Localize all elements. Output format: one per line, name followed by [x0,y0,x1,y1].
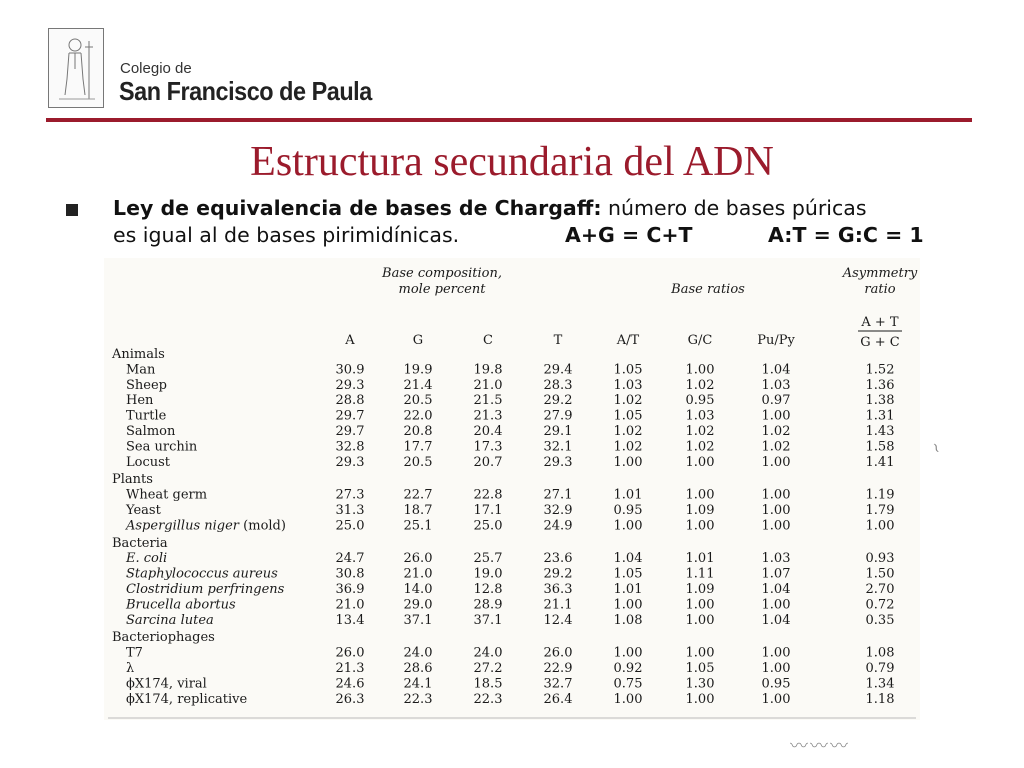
table-value: 1.00 [865,518,895,534]
table-value: 1.00 [761,597,791,613]
table-value: 26.0 [335,645,365,661]
table-value: 0.75 [613,676,643,692]
slide-title: Estructura secundaria del ADN [250,139,774,185]
table-value: 32.1 [543,439,573,455]
logo-text-line2: San Francisco de Paula [119,76,372,106]
table-value: 24.0 [403,645,433,661]
table-value: 1.02 [613,424,643,439]
table-value: 19.0 [473,566,503,582]
table-value: 20.5 [403,454,433,470]
table-value: 1.01 [613,487,643,503]
header-mole-percent: mole percent [398,282,486,297]
table-value: 21.0 [335,597,365,613]
table-value: 1.08 [865,645,895,661]
organism-name: Locust [126,454,171,470]
table-value: 25.1 [403,518,433,534]
table-value: 1.34 [865,676,895,692]
table-value: 30.8 [335,566,365,582]
column-header: C [483,333,493,348]
table-value: 37.1 [473,612,503,628]
table-value: 21.3 [473,408,503,424]
table-value: 22.3 [473,691,503,707]
table-value: 1.00 [761,661,791,676]
table-value: 1.36 [865,377,895,393]
table-value: 21.0 [403,566,433,582]
table-value: 1.03 [613,377,643,393]
table-value: 1.58 [865,439,895,455]
column-header: A/T [616,333,640,348]
table-value: 1.00 [685,518,715,534]
table-value: 0.79 [865,661,895,676]
table-value: 26.0 [543,645,573,661]
group-label: Animals [112,347,165,362]
table-value: 0.72 [865,597,895,613]
table-value: 1.05 [685,661,715,676]
table-value: 28.3 [543,377,573,393]
table-value: 13.4 [335,612,365,628]
table-value: 1.00 [685,362,715,378]
equation-purine-pyrimidine: A+G = C+T [565,223,693,247]
bullet-bold-lead: Ley de equivalencia de bases de Chargaff: [113,196,602,220]
table-value: 1.05 [613,566,643,582]
bullet-square-icon [66,204,78,216]
table-value: 1.00 [613,454,643,470]
table-value: 1.00 [613,597,643,613]
organism-name: Salmon [126,424,176,439]
table-value: 14.0 [403,582,433,597]
table-value: 1.38 [865,393,895,409]
table-value: 1.00 [613,691,643,707]
table-value: 1.03 [685,408,715,424]
table-value: 25.7 [473,551,503,567]
equation-ratios: A:T = G:C = 1 [768,223,924,247]
organism-name: ϕX174, replicative [126,691,248,707]
table-value: 25.0 [473,518,503,534]
table-value: 36.9 [335,582,365,597]
table-value: 21.4 [403,377,433,393]
table-value: 1.41 [865,454,895,470]
table-value: 29.3 [543,454,573,470]
table-value: 20.4 [473,424,503,439]
table-value: 1.00 [685,487,715,503]
table-value: 1.00 [761,454,791,470]
chargaff-data-table [104,258,920,720]
table-value: 1.79 [865,503,895,518]
table-value: 30.9 [335,362,365,378]
table-value: 1.00 [761,503,791,518]
organism-name: Sarcina lutea [126,612,214,628]
table-value: 17.7 [403,439,433,455]
header-asymmetry: Asymmetry [842,266,918,281]
table-value: 1.02 [685,424,715,439]
table-value: 22.0 [403,408,433,424]
table-value: 1.50 [865,566,895,582]
table-value: 31.3 [335,503,365,518]
table-value: 27.9 [543,408,573,424]
table-value: 1.01 [613,582,643,597]
table-value: 19.8 [473,362,503,378]
table-value: 1.00 [761,645,791,661]
table-value: 18.5 [473,676,503,692]
table-value: 32.7 [543,676,573,692]
table-value: 0.95 [613,503,643,518]
table-value: 26.3 [335,691,365,707]
table-value: 29.0 [403,597,433,613]
table-value: 1.09 [685,503,715,518]
table-value: 1.00 [685,597,715,613]
bullet-paragraph [113,195,993,249]
table-value: 1.05 [613,408,643,424]
table-value: 24.7 [335,551,365,567]
table-value: 0.92 [613,661,643,676]
table-value: 29.2 [543,566,573,582]
table-value: 0.93 [865,551,895,567]
table-value: 1.02 [613,393,643,409]
table-value: 21.3 [335,661,365,676]
table-value: 29.7 [335,424,365,439]
table-value: 1.19 [865,487,895,503]
table-value: 32.8 [335,439,365,455]
bullet-text-line2: es igual al de bases pirimidínicas. [113,223,460,247]
logo-text-line1: Colegio de [120,60,192,77]
organism-name: Clostridium perfringens [126,582,285,597]
organism-name: Sheep [126,377,167,393]
table-value: 26.0 [403,551,433,567]
bullet-text-line1: número de bases púricas [601,196,867,220]
saint-figure-icon [49,29,105,109]
table-value: 37.1 [403,612,433,628]
table-value: 28.9 [473,597,503,613]
table-value: 19.9 [403,362,433,378]
table-value: 17.3 [473,439,503,455]
table-value: 1.00 [761,408,791,424]
table-value: 24.0 [473,645,503,661]
table-value: 32.9 [543,503,573,518]
organism-name: Aspergillus niger (mold) [126,518,286,534]
table-value: 28.8 [335,393,365,409]
table-value: 22.7 [403,487,433,503]
table-value: 27.2 [473,661,503,676]
table-value: 20.7 [473,454,503,470]
column-header: G [412,333,424,348]
table-value: 1.04 [761,612,791,628]
table-value: 27.3 [335,487,365,503]
table-value: 1.00 [685,612,715,628]
table-value: 25.0 [335,518,365,534]
organism-name: Yeast [126,503,161,518]
table-value: 24.9 [543,518,573,534]
organism-name: Turtle [126,408,167,424]
column-header: T [553,333,563,348]
table-value: 23.6 [543,551,573,567]
organism-name: Man [126,362,156,378]
table-value: 1.00 [761,518,791,534]
table-value: 29.3 [335,377,365,393]
table-value: 1.02 [685,377,715,393]
table-value: 0.35 [865,612,895,628]
column-header: Pu/Py [757,333,795,348]
table-value: 1.18 [865,691,895,707]
table-value: 1.00 [613,518,643,534]
table-value: 12.4 [543,612,573,628]
table-value: 21.5 [473,393,503,409]
table-value: 2.70 [865,582,895,597]
organism-name: Sea urchin [126,439,198,455]
table-value: 1.00 [685,645,715,661]
group-label: Bacteria [112,535,168,551]
column-header: A [345,333,355,348]
table-value: 1.30 [685,676,715,692]
school-logo [48,28,104,108]
table-value: 1.11 [685,566,715,582]
group-label: Plants [112,472,153,488]
table-value: 24.1 [403,676,433,692]
header-base-ratios: Base ratios [671,282,745,297]
table-value: 22.9 [543,661,573,676]
organism-name: Staphylococcus aureus [126,566,278,582]
table-value: 1.07 [761,566,791,582]
organism-name: ϕX174, viral [126,676,207,692]
table-value: 1.00 [761,691,791,707]
table-value: 1.52 [865,362,895,378]
organism-name: λ [126,661,135,676]
table-value: 26.4 [543,691,573,707]
table-value: 1.00 [685,691,715,707]
table-value: 36.3 [543,582,573,597]
asymmetry-formula-numerator: A + T [861,315,899,330]
column-header: G/C [687,333,713,348]
table-value: 1.02 [761,424,791,439]
table-value: 1.08 [613,612,643,628]
scribble-decoration: ~ [926,439,946,457]
table-value: 24.6 [335,676,365,692]
table-value: 0.97 [761,393,791,409]
header-ratio: ratio [864,282,896,297]
table-value: 1.04 [761,582,791,597]
organism-name: T7 [126,645,143,661]
organism-name: Brucella abortus [126,597,236,613]
table-value: 22.3 [403,691,433,707]
table-value: 1.04 [613,551,643,567]
table-value: 1.04 [761,362,791,378]
header-divider [46,118,972,122]
table-value: 1.01 [685,551,715,567]
table-value: 20.5 [403,393,433,409]
table-value: 1.02 [685,439,715,455]
table-value: 29.7 [335,408,365,424]
header-base-composition: Base composition, [382,266,502,281]
table-value: 22.8 [473,487,503,503]
table-value: 29.1 [543,424,573,439]
scribble-decoration-bottom: 〰〰〰 [790,736,850,757]
organism-name: Wheat germ [126,487,208,503]
table-value: 1.02 [761,439,791,455]
table-value: 0.95 [685,393,715,409]
table-value: 1.00 [685,454,715,470]
table-value: 1.09 [685,582,715,597]
organism-name: Hen [126,393,154,409]
table-value: 29.2 [543,393,573,409]
table-value: 27.1 [543,487,573,503]
table-value: 12.8 [473,582,503,597]
group-label: Bacteriophages [112,630,215,646]
table-value: 29.4 [543,362,573,378]
asymmetry-formula-denominator: G + C [860,335,900,350]
table-value: 18.7 [403,503,433,518]
table-value: 1.00 [613,645,643,661]
organism-name: E. coli [126,551,168,567]
table-value: 1.02 [613,439,643,455]
table-value: 20.8 [403,424,433,439]
table-value: 21.0 [473,377,503,393]
table-value: 1.03 [761,551,791,567]
table-value: 1.31 [865,408,895,424]
table-svg [104,258,920,720]
table-value: 0.95 [761,676,791,692]
table-value: 1.05 [613,362,643,378]
table-value: 1.03 [761,377,791,393]
table-value: 28.6 [403,661,433,676]
table-value: 21.1 [543,597,573,613]
table-value: 17.1 [473,503,503,518]
table-value: 29.3 [335,454,365,470]
table-value: 1.00 [761,487,791,503]
table-value: 1.43 [865,424,895,439]
